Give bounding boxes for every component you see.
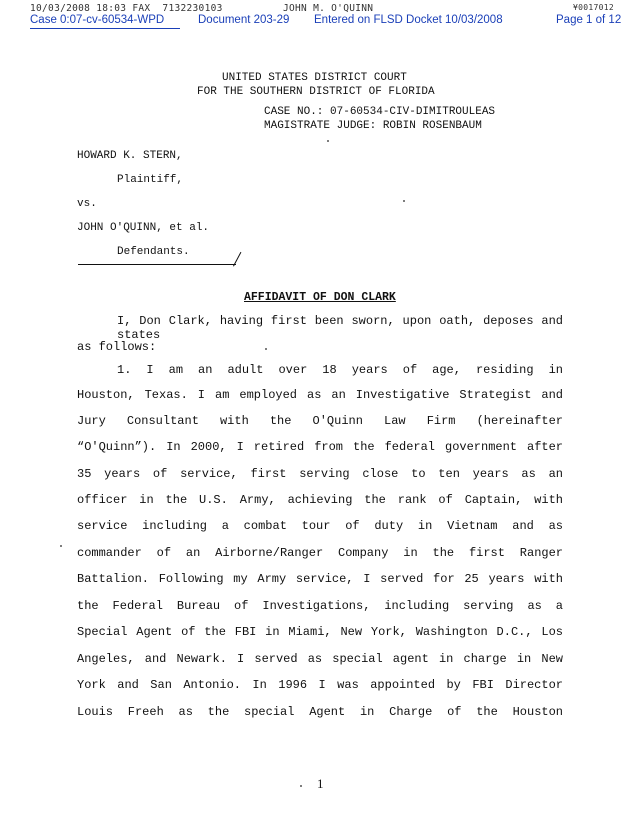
body-line: I, Don Clark, having first been sworn, upon oath, deposes and states xyxy=(117,314,563,342)
plaintiff-role: Plaintiff, xyxy=(117,174,184,186)
ecf-case-number: Case 0:07-cv-60534-WPD xyxy=(30,14,165,26)
plaintiff-name: HOWARD K. STERN, xyxy=(77,150,183,162)
ecf-entered-docket: Entered on FLSD Docket 10/03/2008 xyxy=(314,14,503,26)
body-line: commander of an Airborne/Ranger Company in the first Ranger xyxy=(77,546,563,560)
body-line: 35 years of service, first serving close to ten years as an xyxy=(77,467,563,481)
scan-speck xyxy=(60,545,62,547)
body-line: service including a combat tour of duty in Vietnam and as xyxy=(77,519,563,533)
defendant-role: Defendants. xyxy=(117,246,190,258)
fax-page-code: ¥0017012 xyxy=(573,3,614,12)
body-line: Battalion. Following my Army service, I served for 25 years with xyxy=(77,572,563,586)
body-line: “O'Quinn”). In 2000, I retired from the federal government after xyxy=(77,440,563,454)
body-line: Louis Freeh as the special Agent in Charge of the Houston xyxy=(77,705,563,719)
body-line: 1. I am an adult over 18 years of age, residing in xyxy=(117,363,563,377)
body-line: Angeles, and Newark. I served as special agent in charge in New xyxy=(77,652,563,666)
ecf-page-count: Page 1 of 12 xyxy=(556,14,622,26)
body-line: as follows: xyxy=(77,340,157,354)
case-number: CASE NO.: 07-60534-CIV-DIMITROULEAS xyxy=(264,106,496,118)
ecf-document-number: Document 203-29 xyxy=(198,14,290,26)
page-number: 1 xyxy=(317,776,324,791)
versus-label: vs. xyxy=(77,198,97,210)
affidavit-title: AFFIDAVIT OF DON CLARK xyxy=(244,291,396,304)
scan-speck xyxy=(300,785,302,787)
scan-speck xyxy=(327,140,329,142)
fax-sender: JOHN M. O'QUINN xyxy=(283,3,374,14)
court-district: FOR THE SOUTHERN DISTRICT OF FLORIDA xyxy=(197,86,435,98)
body-line: officer in the U.S. Army, achieving the rank of Captain, with xyxy=(77,493,563,507)
body-line: Special Agent of the FBI in Miami, New York, Washington D.C., Los xyxy=(77,625,563,639)
caption-slash xyxy=(233,252,242,267)
body-line: Jury Consultant with the O'Quinn Law Firm (hereinafter xyxy=(77,414,563,428)
scan-speck xyxy=(265,348,267,350)
body-line: the Federal Bureau of Investigations, including serving as a xyxy=(77,599,563,613)
fax-date-line: 10/03/2008 18:03 FAX 7132230103 xyxy=(30,3,223,14)
ecf-header-rule xyxy=(30,28,180,29)
court-name: UNITED STATES DISTRICT COURT xyxy=(222,72,407,84)
caption-rule xyxy=(78,264,236,265)
body-line: Houston, Texas. I am employed as an Investigative Strategist and xyxy=(77,388,563,402)
defendant-name: JOHN O'QUINN, et al. xyxy=(77,222,210,234)
scan-speck xyxy=(403,200,405,202)
body-line: York and San Antonio. In 1996 I was appointed by FBI Director xyxy=(77,678,563,692)
magistrate-judge: MAGISTRATE JUDGE: ROBIN ROSENBAUM xyxy=(264,120,482,132)
